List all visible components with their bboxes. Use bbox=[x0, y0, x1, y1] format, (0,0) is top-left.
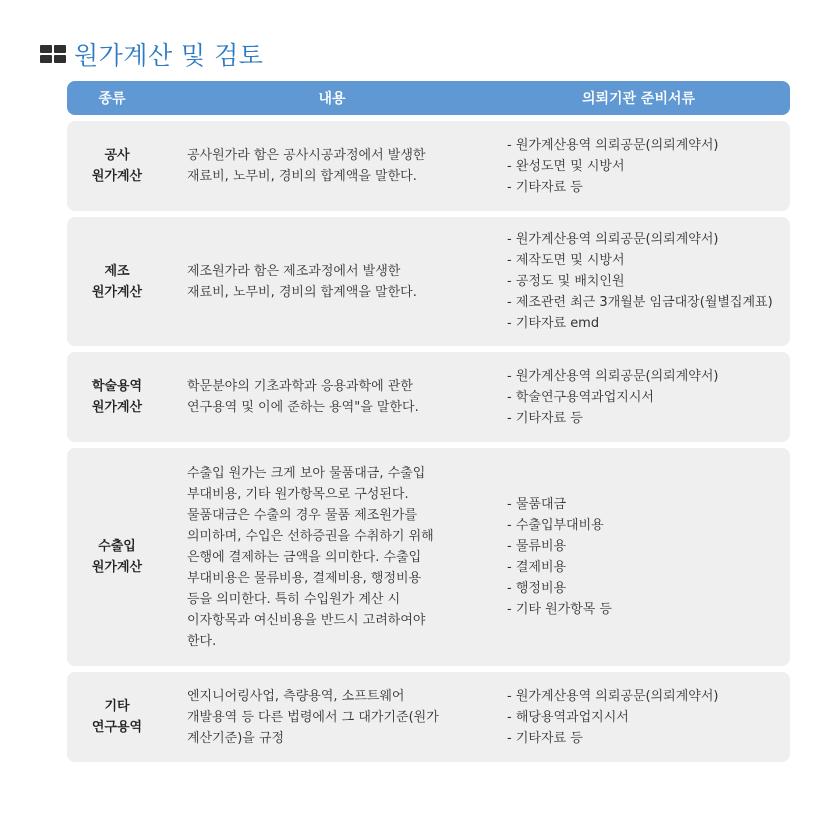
header-docs: 의뢰기관 준비서류 bbox=[581, 91, 696, 107]
header-type: 종류 bbox=[98, 91, 126, 107]
table-row bbox=[67, 672, 790, 762]
row-type: 기타 연구용역 bbox=[91, 699, 143, 735]
row-content: 공사원가라 함은 공사시공과정에서 발생한 재료비, 노무비, 경비의 합계액을 말한다. bbox=[187, 148, 426, 184]
row-docs: - 원가계산용역 의뢰공문(의뢰계약서) - 완성도면 및 시방서 - 기타자료 등 bbox=[507, 137, 719, 195]
row-docs: - 물품대금 - 수출입부대비용 - 물류비용 - 결제비용 - 행정비용 - 기타 원가항목 등 bbox=[507, 497, 612, 617]
page-title: 원가계산 및 검토 bbox=[74, 41, 264, 70]
table-row bbox=[67, 352, 790, 442]
grid-icon bbox=[40, 45, 66, 63]
row-type: 제조 원가계산 bbox=[91, 263, 143, 300]
row-type: 수출입 원가계산 bbox=[91, 539, 143, 575]
row-content: 수출입 원가는 크게 보아 물품대금, 수출입 부대비용, 기타 원가항목으로 구성된다. 물품대금은 수출의 경우 물품 제조원가를 의미하며, 수입은 선하증권을 수취하기 위해 은행에 결제하는 금액을 의미한다. 수출입 부대비용은 물류비용, 결제비용, 행정비용 등을 의미한다. 특히 수입원가 계산 시 이자항목과 여신비용을 반드시 고려하여야 한다. bbox=[187, 465, 434, 649]
row-docs: - 원가계산용역 의뢰공문(의뢰계약서) - 제작도면 및 시방서 - 공정도 및 배치인원 - 제조관련 최근 3개월분 임금대장(월별집계표) - 기타자료 emd bbox=[507, 232, 773, 331]
table-header bbox=[67, 81, 790, 115]
header-content: 내용 bbox=[318, 91, 346, 107]
row-content: 제조원가라 함은 제조과정에서 발생한 재료비, 노무비, 경비의 합계액을 말한다. bbox=[187, 263, 417, 300]
row-content: 학문분야의 기초과학과 응용과학에 관한 연구용역 및 이에 준하는 용역"을 말한다. bbox=[187, 379, 419, 415]
table-row bbox=[67, 121, 790, 211]
row-docs: - 원가계산용역 의뢰공문(의뢰계약서) - 해당용역과업지시서 - 기타자료 등 bbox=[507, 688, 719, 746]
row-content: 엔지니어링사업, 측량용역, 소프트웨어 개발용역 등 다른 법령에서 그 대가기준(원가 계산기준)을 규정 bbox=[187, 688, 439, 746]
row-docs: - 원가계산용역 의뢰공문(의뢰계약서) - 학술연구용역과업지시서 - 기타자료 등 bbox=[507, 368, 719, 426]
cost-table bbox=[67, 81, 790, 762]
table-row bbox=[67, 448, 790, 666]
table-row bbox=[67, 217, 790, 346]
row-type: 공사 원가계산 bbox=[91, 148, 143, 184]
row-type: 학술용역 원가계산 bbox=[91, 379, 143, 415]
page-title-area bbox=[40, 36, 263, 72]
